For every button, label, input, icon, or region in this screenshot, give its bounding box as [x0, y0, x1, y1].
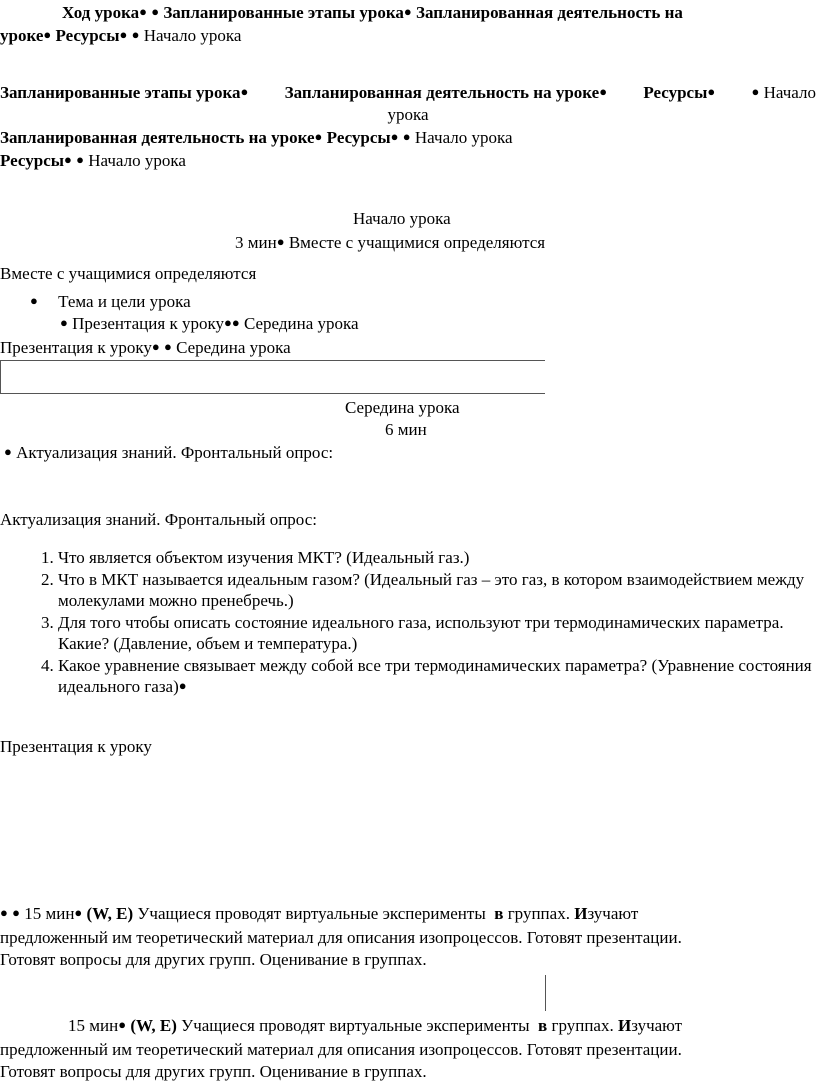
- time-label: 15 мин: [68, 1016, 119, 1035]
- actualization-line: [4, 442, 333, 465]
- bullet-icon: ●: [0, 905, 8, 920]
- group-text-line-2: предложенный им теоретический материал для описания изопроцессов. Готовят презентации.: [0, 1039, 682, 1059]
- bullet-icon: ●: [139, 4, 147, 19]
- block2-line-2: урока: [387, 105, 429, 124]
- lesson-title: Ход урока: [62, 3, 140, 22]
- table-border-left: [0, 360, 1, 393]
- group-text: группах.: [551, 1016, 614, 1035]
- middle-label: Середина урока: [243, 314, 359, 333]
- bullet-icon: ●: [74, 905, 83, 920]
- bullet-icon: ●: [403, 4, 412, 19]
- questions-list: [22, 547, 816, 699]
- header-line-2: [0, 25, 241, 48]
- resources-label: Ресурсы: [0, 151, 65, 170]
- group-text-bold: в: [494, 904, 504, 923]
- list-item: 3. Для того чтобы описать состояние идеального газа, используют три термодинамических параметра. Какие? (Давление, объем и температура.): [58, 612, 816, 655]
- vertical-divider: [545, 975, 546, 1011]
- group-text-bold: в: [538, 1016, 548, 1035]
- together-label: Вместе с учащимися определяются: [288, 233, 546, 252]
- bullet-item: [30, 291, 191, 314]
- section-middle-time: 6 мин: [385, 420, 427, 439]
- bullet-icon: ●: [402, 129, 411, 144]
- planned-stages-label: Запланированные этапы урока●: [0, 83, 249, 102]
- group-text: Учащиеся проводят виртуальные эксперименты: [181, 1016, 530, 1035]
- list-item: 1. Что является объектом изучения МКТ? (Идеальный газ.): [58, 547, 816, 569]
- group-work-paragraph-1: [0, 903, 800, 972]
- lesson-start-label: Начало урока: [414, 128, 513, 147]
- planned-activity-label: Запланированная деятельность на: [415, 3, 683, 22]
- bullet-icon: ●: [151, 4, 160, 19]
- section-middle-title: Середина урока: [345, 398, 460, 417]
- bullet-icon: ●: [240, 84, 249, 99]
- resources-label: Ресурсы●: [643, 83, 716, 102]
- time-label: 15 мин: [24, 904, 75, 923]
- group-text: зучают: [631, 1016, 683, 1035]
- code-label: (W, E): [86, 904, 134, 923]
- actualization-heading: Актуализация знаний. Фронтальный опрос:: [0, 510, 317, 529]
- bullet-icon: ●: [599, 84, 608, 99]
- lesson-start-label: Начало урока: [88, 151, 186, 170]
- group-work-paragraph-2: [0, 1015, 800, 1084]
- bullet-icon: ●: [151, 339, 160, 354]
- section-start-title: Начало урока: [353, 209, 451, 228]
- group-text-bold: И: [617, 1016, 632, 1035]
- presentation-label: Презентация к уроку: [72, 314, 224, 333]
- planned-stages-label: Запланированные этапы урока: [163, 3, 404, 22]
- bullet-icon: ●: [12, 905, 20, 920]
- planned-activity-label: Запланированная деятельность на уроке: [0, 128, 315, 147]
- topic-goals-label: Тема и цели урока: [58, 292, 191, 311]
- middle-label: Середина урока: [176, 338, 291, 357]
- bullet-icon: ●: [64, 152, 72, 167]
- bullet-icon: ●: [131, 27, 140, 42]
- group-text-bold: И: [574, 904, 588, 923]
- lesson-start-label: ● Начало: [751, 83, 816, 102]
- group-text-line-3: Готовят вопросы для других групп. Оценивание в группах.: [0, 1062, 427, 1081]
- bullet-icon: ●: [4, 444, 12, 459]
- block2-line-1: [0, 82, 816, 105]
- bullet-icon: ●: [30, 293, 38, 308]
- block4-line: [0, 150, 186, 173]
- block3-line: [0, 127, 513, 150]
- bullet-icon: ●: [314, 129, 323, 144]
- code-label: (W, E): [130, 1016, 177, 1035]
- actualization-label: Актуализация знаний. Фронтальный опрос:: [16, 443, 334, 462]
- planned-activity-label: Запланированная деятельность на уроке●: [284, 83, 608, 102]
- presentation-label: Презентация к уроку: [0, 338, 152, 357]
- planned-activity-cont: уроке: [0, 26, 44, 45]
- presentation-line: [60, 313, 359, 336]
- group-text: группах.: [507, 904, 570, 923]
- bullet-icon: ●: [118, 1017, 127, 1032]
- bullet-icon: ●: [60, 315, 68, 330]
- bullet-icon: ●: [163, 339, 172, 354]
- section-start-time-line: [235, 232, 545, 255]
- bullet-icon: ●●: [223, 315, 240, 330]
- time-label: 3 мин: [235, 233, 277, 252]
- group-text: Учащиеся проводят виртуальные эксперименты: [137, 904, 486, 923]
- bullet-icon: ●: [276, 234, 285, 249]
- table-border-bottom: [0, 393, 545, 394]
- group-text: зучают: [587, 904, 639, 923]
- bullet-icon: ●: [43, 27, 52, 42]
- presentation-heading: Презентация к уроку: [0, 737, 152, 756]
- list-item: 2. Что в МКТ называется идеальным газом? (Идеальный газ – это газ, в котором взаимодействием между молекулами можно пренебречь.): [58, 569, 816, 612]
- bullet-icon: ●: [76, 152, 84, 167]
- group-text-line-2: предложенный им теоретический материал для описания изопроцессов. Готовят презентации.: [0, 927, 682, 947]
- table-border-top: [0, 360, 545, 361]
- bullet-icon: ●: [751, 84, 760, 99]
- group-text-line-3: Готовят вопросы для других групп. Оценивание в группах.: [0, 950, 427, 969]
- resources-label: Ресурсы: [55, 26, 120, 45]
- together-heading: Вместе с учащимися определяются: [0, 264, 257, 283]
- bullet-icon: ●: [707, 84, 716, 99]
- list-item: 4. Какое уравнение связывает между собой все три термодинамических параметра? (Уравнение состояния идеального газа)●: [58, 655, 816, 699]
- bullet-icon: ●: [119, 27, 128, 42]
- bullet-icon: ●: [178, 678, 187, 693]
- bullet-icon: ●: [390, 129, 399, 144]
- presentation-line-2: [0, 337, 291, 360]
- header-line-1: [62, 2, 683, 25]
- lesson-start-label: Начало урока: [143, 26, 242, 45]
- resources-label: Ресурсы: [326, 128, 391, 147]
